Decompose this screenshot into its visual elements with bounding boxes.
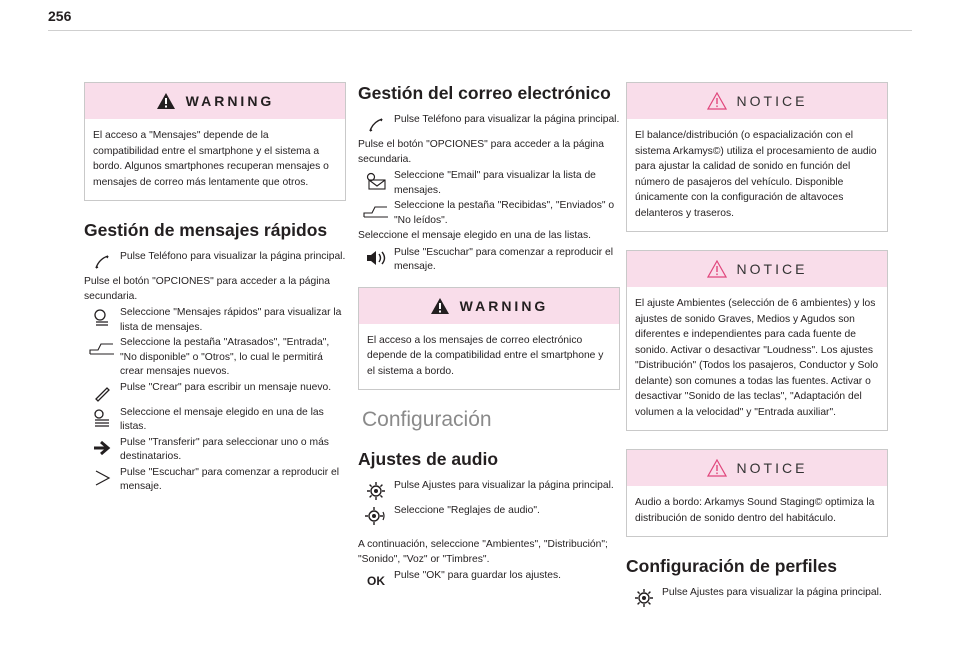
phone-icon	[358, 113, 394, 137]
warning-text: El acceso a "Mensajes" depende de la compatibilidad entre el smartphone y el sistema a bordo. Algunos smartphones recuperan mensajes o mensajes de correo más lentamente que otros.	[93, 130, 329, 188]
step-text: Pulse Ajustes para visualizar la página principal.	[662, 587, 882, 598]
list-item	[358, 569, 620, 593]
step-text: Pulse "Escuchar" para comenzar a reproducir el mensaje.	[394, 246, 614, 272]
column-3	[626, 82, 888, 611]
gear-icon	[626, 586, 662, 610]
notice-title: NOTICE	[736, 93, 808, 109]
warning-box	[358, 287, 620, 391]
notice-icon	[707, 92, 727, 110]
section-title-configuration: Configuración	[362, 408, 492, 431]
list-item	[358, 199, 620, 228]
step-text: Pulse Teléfono para visualizar la página principal.	[394, 114, 620, 125]
tab-icon	[358, 199, 394, 223]
notice-header	[627, 83, 887, 119]
ok-label: OK	[367, 574, 385, 588]
step-text: Seleccione la pestaña "Recibidas", "Enviados" o "No leídos".	[394, 200, 615, 226]
section-heading-profiles: Configuración de perfiles	[626, 556, 837, 576]
list-item	[358, 479, 620, 503]
step-text: Pulse Ajustes para visualizar la página principal.	[394, 480, 614, 491]
pen-icon	[84, 381, 120, 405]
column-1	[84, 82, 346, 496]
phone-icon	[84, 250, 120, 274]
list-item	[358, 169, 620, 198]
notice-title: NOTICE	[736, 261, 808, 277]
warning-header	[359, 288, 619, 324]
list-item	[84, 381, 346, 405]
list-item	[358, 246, 620, 275]
warning-title: WARNING	[185, 93, 275, 109]
list-item	[84, 306, 346, 335]
step-text: Seleccione el mensaje elegido en una de las listas.	[120, 406, 324, 432]
notice-header	[627, 450, 887, 486]
ok-icon	[358, 569, 394, 593]
step-text: Seleccione "Email" para visualizar la lista de mensajes.	[394, 170, 596, 196]
audio-settings-icon	[358, 504, 394, 528]
notice-text: Audio a bordo: Arkamys Sound Staging© optimiza la distribución de sonido dentro del habitáculo.	[635, 497, 875, 524]
notice-title: NOTICE	[736, 460, 808, 476]
step-text: Seleccione "Reglajes de audio".	[394, 505, 540, 516]
notice-box	[626, 250, 888, 431]
message-list-icon	[84, 306, 120, 330]
list-item	[626, 586, 888, 610]
list-item	[358, 113, 620, 137]
notice-text: El ajuste Ambientes (selección de 6 ambientes) y los ajustes de sonido Graves, Medios y Agudos son diferentes e independientes para cada fuente de sonido. Activar o desactivar "Loudness". Los ajustes "Distribución" (Todos los pasajeros, Conductor y Solo delante) son comunes a todas las fuentes. Activar o desactivar "Sonido de las teclas", "Adaptación del volumen a la velocidad" y "Entrada auxiliar".	[635, 298, 879, 418]
list-item	[84, 436, 346, 465]
notice-icon	[707, 260, 727, 278]
step-text: A continuación, seleccione "Ambientes", "Distribución"; "Sonido", "Voz" or "Timbres".	[358, 539, 608, 565]
list-item	[84, 466, 346, 495]
warning-title: WARNING	[459, 297, 549, 314]
header-divider	[48, 30, 912, 31]
play-icon	[84, 466, 120, 490]
warning-icon	[156, 92, 176, 110]
warning-header	[85, 83, 345, 119]
notice-text: El balance/distribución (o espacialización con el sistema Arkamys©) utiliza el procesamiento de audio para ajustar la calidad de sonido en función del número de pasajeros del vehículo. Disponible únicamente con la configuración de altavoces delanteros y traseros.	[635, 130, 877, 219]
step-text: Pulse Teléfono para visualizar la página principal.	[120, 251, 346, 262]
notice-box	[626, 82, 888, 232]
step-text: Seleccione el mensaje elegido en una de las listas.	[358, 230, 591, 241]
warning-icon	[430, 297, 450, 315]
list-item	[84, 250, 346, 274]
email-icon	[358, 169, 394, 193]
step-text: Seleccione la pestaña "Atrasados", "Entrada", "No disponible" o "Otros", lo cual le permitirá crear mensajes nuevos.	[120, 337, 330, 377]
notice-box	[626, 449, 888, 537]
step-text: Pulse el botón "OPCIONES" para acceder a la página secundaria.	[358, 139, 604, 165]
list-select-icon	[84, 406, 120, 430]
page-number: 256	[48, 8, 72, 24]
step-text: Pulse "OK" para guardar los ajustes.	[394, 570, 561, 581]
notice-icon	[707, 459, 727, 477]
step-text: Pulse "Crear" para escribir un mensaje nuevo.	[120, 381, 332, 393]
list-item	[358, 504, 620, 528]
speaker-icon	[358, 246, 394, 270]
section-heading-quick-messages: Gestión de mensajes rápidos	[84, 220, 328, 240]
section-heading-audio: Ajustes de audio	[358, 449, 499, 469]
gear-icon	[358, 479, 394, 503]
step-text: Seleccione "Mensajes rápidos" para visualizar la lista de mensajes.	[120, 307, 342, 333]
forward-icon	[84, 436, 120, 460]
section-heading-email: Gestión del correo electrónico	[358, 83, 611, 103]
step-text: Pulse el botón "OPCIONES" para acceder a la página secundaria.	[84, 276, 330, 302]
step-text: Pulse "Escuchar" para comenzar a reproducir el mensaje.	[120, 466, 340, 492]
notice-header	[627, 251, 887, 287]
warning-box	[84, 82, 346, 201]
list-item	[84, 336, 346, 380]
list-item	[84, 406, 346, 435]
column-2	[358, 82, 620, 594]
step-text: Pulse "Transferir" para seleccionar uno o más destinatarios.	[120, 436, 329, 462]
warning-text: El acceso a los mensajes de correo electrónico depende de la compatibilidad entre el smartphone y el sistema a bordo.	[367, 334, 604, 377]
tab-icon	[84, 336, 120, 360]
